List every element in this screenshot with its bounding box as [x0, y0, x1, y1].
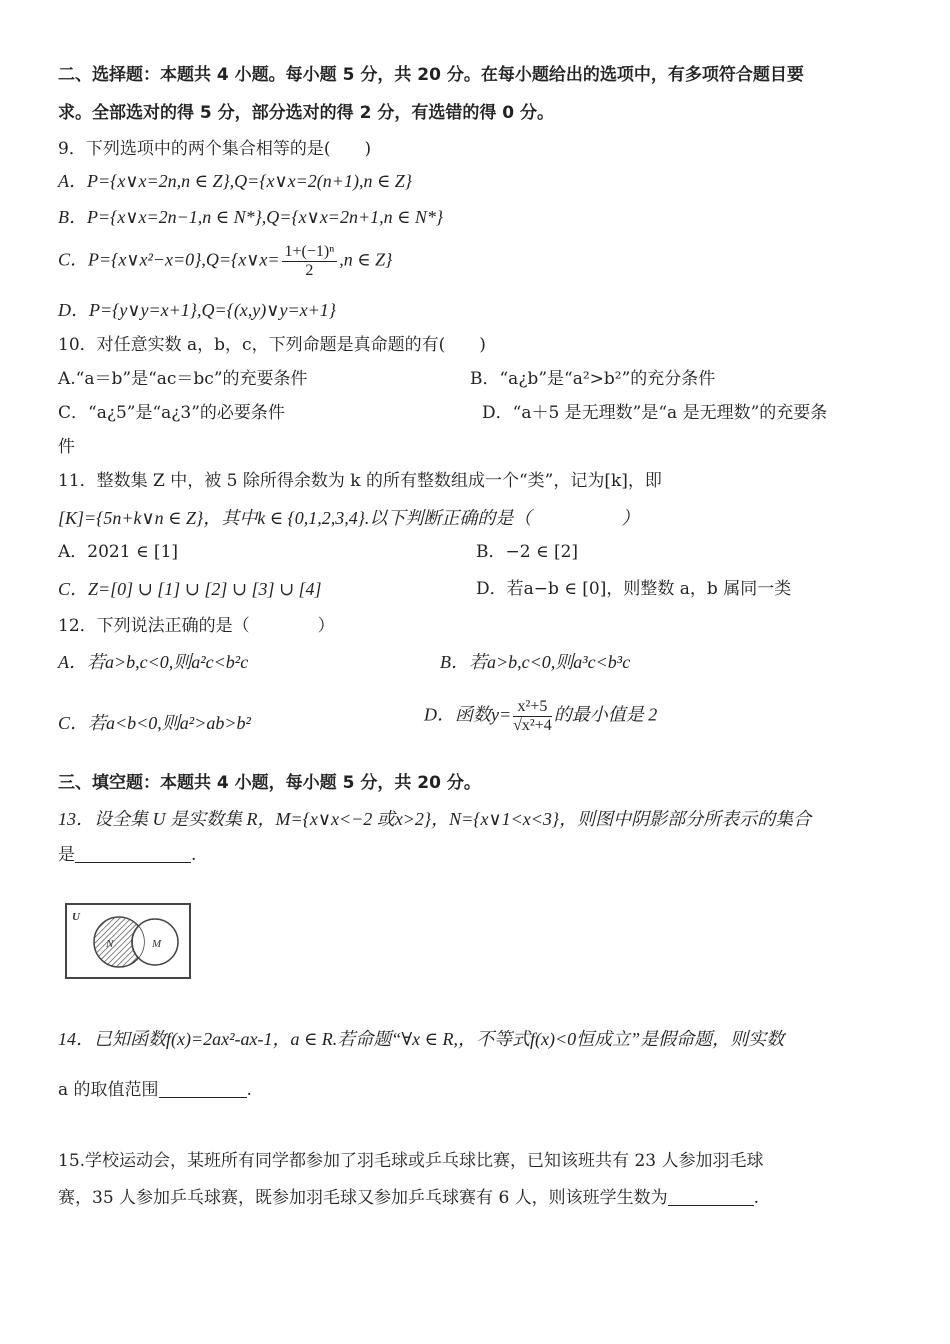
- q9-option-c[interactable]: [58, 243, 392, 280]
- q9-option-c-fraction: [282, 243, 338, 280]
- q9-option-a[interactable]: A．P={x∨x=2n,n ∈ Z},Q={x∨x=2(n+1),n ∈ Z}: [58, 171, 412, 191]
- q14-line2: [58, 1079, 252, 1101]
- q12-option-b[interactable]: B．若a>b,c<0,则a³c<b³c: [440, 652, 631, 672]
- q15-line2: [58, 1187, 759, 1209]
- q13-answer-blank[interactable]: [75, 846, 191, 863]
- q9-option-b[interactable]: B．P={x∨x=2n−1,n ∈ N*},Q={x∨x=2n+1,n ∈ N*}: [58, 207, 444, 227]
- q14-line2-end: .: [246, 1080, 252, 1100]
- q14-answer-blank[interactable]: [159, 1081, 247, 1098]
- q15-line1: 15.学校运动会，某班所有同学都参加了羽毛球或乒乓球比赛，已知该班共有 23 人参加羽毛球: [58, 1151, 764, 1171]
- venn-diagram: [64, 900, 192, 982]
- q13-line2-end: .: [191, 845, 197, 865]
- q15-answer-blank[interactable]: [668, 1189, 754, 1206]
- q10-stem: 10．对任意实数 a，b，c，下列命题是真命题的有( ): [58, 335, 486, 355]
- q15-line2-text: 赛，35 人参加乒乓球赛，既参加羽毛球又参加乒乓球赛有 6 人，则该班学生数为: [58, 1188, 668, 1208]
- q9-stem: 9．下列选项中的两个集合相等的是( ): [58, 139, 372, 159]
- q12-option-d-prefix: D．函数y=: [424, 704, 512, 725]
- q14-line2-text: a 的取值范围: [58, 1080, 159, 1100]
- venn-label-m: M: [152, 938, 162, 950]
- q12-stem: 12．下列说法正确的是（ ）: [58, 616, 335, 636]
- q12-option-a[interactable]: A．若a>b,c<0,则a²c<b²c: [58, 652, 249, 672]
- q11-stem-formula: [K]={5n+k∨n ∈ Z}，其中k ∈ {0,1,2,3,4}.以下判断正确的是（ ）: [58, 508, 640, 528]
- q15-line2-end: .: [753, 1188, 760, 1208]
- q9-option-d[interactable]: D．P={y∨y=x+1},Q={(x,y)∨y=x+1}: [58, 300, 336, 320]
- q14-line1: 14．已知函数f(x)=2ax²-ax-1，a ∈ R.若命题“∀x ∈ R,，不等式f(x)<0恒成立”是假命题，则实数: [58, 1029, 785, 1049]
- q12-option-d-suffix: 的最小值是 2: [553, 704, 658, 725]
- q11-stem: 11．整数集 Z 中，被 5 除所得余数为 k 的所有整数组成一个“类”，记为[k]，即: [58, 471, 662, 491]
- q9-option-c-denominator: 2: [305, 262, 314, 279]
- q9-option-c-numerator: 1+(−1)ⁿ: [282, 243, 338, 262]
- q11-option-a[interactable]: A．2021 ∈ [1]: [58, 542, 179, 562]
- q12-option-c[interactable]: C．若a<b<0,则a²>ab>b²: [58, 713, 251, 733]
- q12-option-d-fraction: [513, 698, 552, 735]
- q10-option-b[interactable]: B．“a¿b”是“a²>b²”的充分条件: [470, 369, 716, 389]
- q13-line2-text: 是: [58, 845, 75, 865]
- venn-label-n: N: [106, 938, 114, 950]
- q12-option-d-denominator: √x²+4: [513, 717, 552, 734]
- q10-option-d[interactable]: D．“a＋5 是无理数”是“a 是无理数”的充要条: [482, 403, 828, 423]
- q13-line1: 13．设全集 U 是实数集 R，M={x∨x<−2 或x>2}，N={x∨1<x<3}，则图中阴影部分所表示的集合: [58, 809, 812, 829]
- q9-option-c-suffix: ,n ∈ Z}: [339, 249, 393, 270]
- q13-line2: [58, 844, 196, 866]
- section3-header: 三、填空题：本题共 4 小题，每小题 5 分，共 20 分。: [58, 773, 481, 793]
- q9-option-c-prefix: C．P={x∨x²−x=0},Q={x∨x=: [58, 249, 280, 270]
- q11-option-d[interactable]: D．若a−b ∈ [0]，则整数 a，b 属同一类: [476, 579, 792, 599]
- q12-option-d-numerator: x²+5: [513, 698, 552, 717]
- section2-header-line2: 求。全部选对的得 5 分，部分选对的得 2 分，有选错的得 0 分。: [58, 103, 554, 123]
- q10-option-d-continued: 件: [58, 437, 75, 457]
- q10-option-a[interactable]: A.“a＝b”是“ac＝bc”的充要条件: [58, 369, 308, 389]
- q11-option-c[interactable]: C．Z=[0] ∪ [1] ∪ [2] ∪ [3] ∪ [4]: [58, 579, 322, 599]
- q11-option-b[interactable]: B．−2 ∈ [2]: [476, 542, 579, 562]
- venn-label-u: U: [72, 911, 80, 923]
- q10-option-c[interactable]: C．“a¿5”是“a¿3”的必要条件: [58, 403, 285, 423]
- section2-header-line1: 二、选择题：本题共 4 小题。每小题 5 分，共 20 分。在每小题给出的选项中，有多项符合题目要: [58, 65, 804, 85]
- q12-option-d[interactable]: [424, 698, 657, 735]
